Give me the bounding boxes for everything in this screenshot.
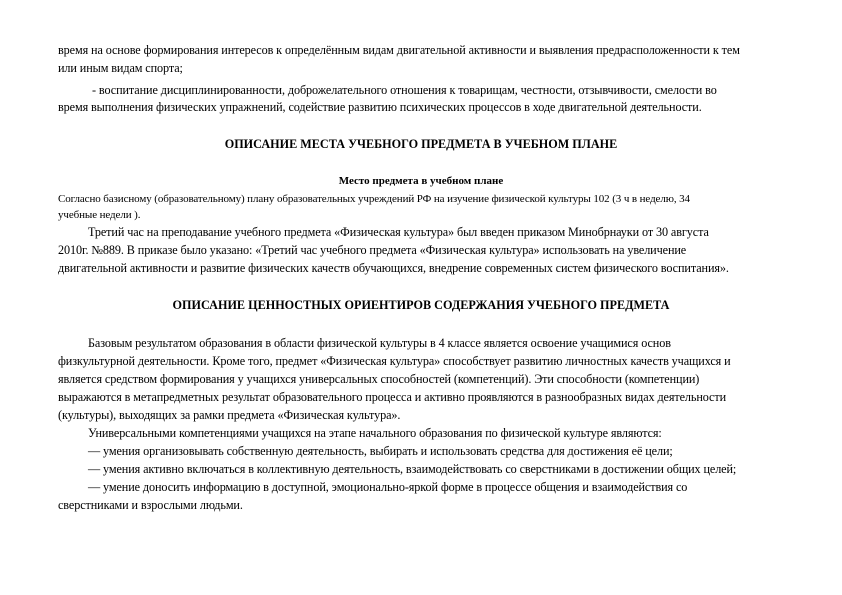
paragraph-line: физкультурной деятельности. Кроме того, предмет «Физическая культура» способствует развитию личностных качеств учащихся и <box>58 354 731 368</box>
text-line: учебные недели ). <box>58 209 141 221</box>
section-subheading: Место предмета в учебном плане <box>338 175 504 187</box>
paragraph-line: 2010г. №889. В приказе было указано: «Третий час учебного предмета «Физическая культура» использовать на увеличение <box>58 243 687 257</box>
section-heading-values: ОПИСАНИЕ ЦЕННОСТНЫХ ОРИЕНТИРОВ СОДЕРЖАНИЯ УЧЕБНОГО ПРЕДМЕТА <box>172 298 670 312</box>
bullet-line: - воспитание дисциплинированности, доброжелательного отношения к товарищам, честности, отзывчивости, смелости во <box>92 83 717 97</box>
text-line: время на основе формирования интересов к определённым видам двигательной активности и выявления предрасположенности к тем <box>58 43 740 57</box>
paragraph-line: Базовым результатом образования в области физической культуры в 4 классе является освоение учащимися основ <box>88 336 671 350</box>
text-line: Согласно базисному (образовательному) плану образовательных учреждений РФ на изучение физической культуры 102 (3 ч в неделю, 34 <box>58 193 690 205</box>
paragraph-line: (культуры), выходящих за рамки предмета «Физическая культура». <box>58 408 401 422</box>
list-item: — умение доносить информацию в доступной, эмоционально-яркой форме в процессе общения и взаимодействия со <box>88 480 688 494</box>
paragraph-line: является средством формирования у учащихся универсальных способностей (компетенций). Эти способности (компетенции) <box>58 372 700 386</box>
text-line: или иным видам спорта; <box>58 61 183 75</box>
text-line: Универсальными компетенциями учащихся на этапе начального образования по физической культуре являются: <box>88 426 662 440</box>
paragraph-line: выражаются в метапредметных результат образовательного процесса и активно проявляются в разнообразных видах деятельности <box>58 390 727 404</box>
paragraph-line: двигательной активности и развитие физических качеств обучающихся, внедрение современных систем физического воспитания». <box>58 261 729 275</box>
text-line: сверстниками и взрослыми людьми. <box>58 498 243 512</box>
paragraph-line: Третий час на преподавание учебного предмета «Физическая культура» был введен приказом Минобрнауки от 30 августа <box>88 225 709 239</box>
text-line: время выполнения физических упражнений, содействие развитию психических процессов в ходе двигательной деятельности. <box>58 100 702 114</box>
list-item: — умения активно включаться в коллективную деятельность, взаимодействовать со сверстниками в достижении общих целей; <box>88 462 737 476</box>
list-item: — умения организовывать собственную деятельность, выбирать и использовать средства для достижения её цели; <box>88 444 673 458</box>
section-heading-place: ОПИСАНИЕ МЕСТА УЧЕБНОГО ПРЕДМЕТА В УЧЕБНОМ ПЛАНЕ <box>224 137 618 151</box>
